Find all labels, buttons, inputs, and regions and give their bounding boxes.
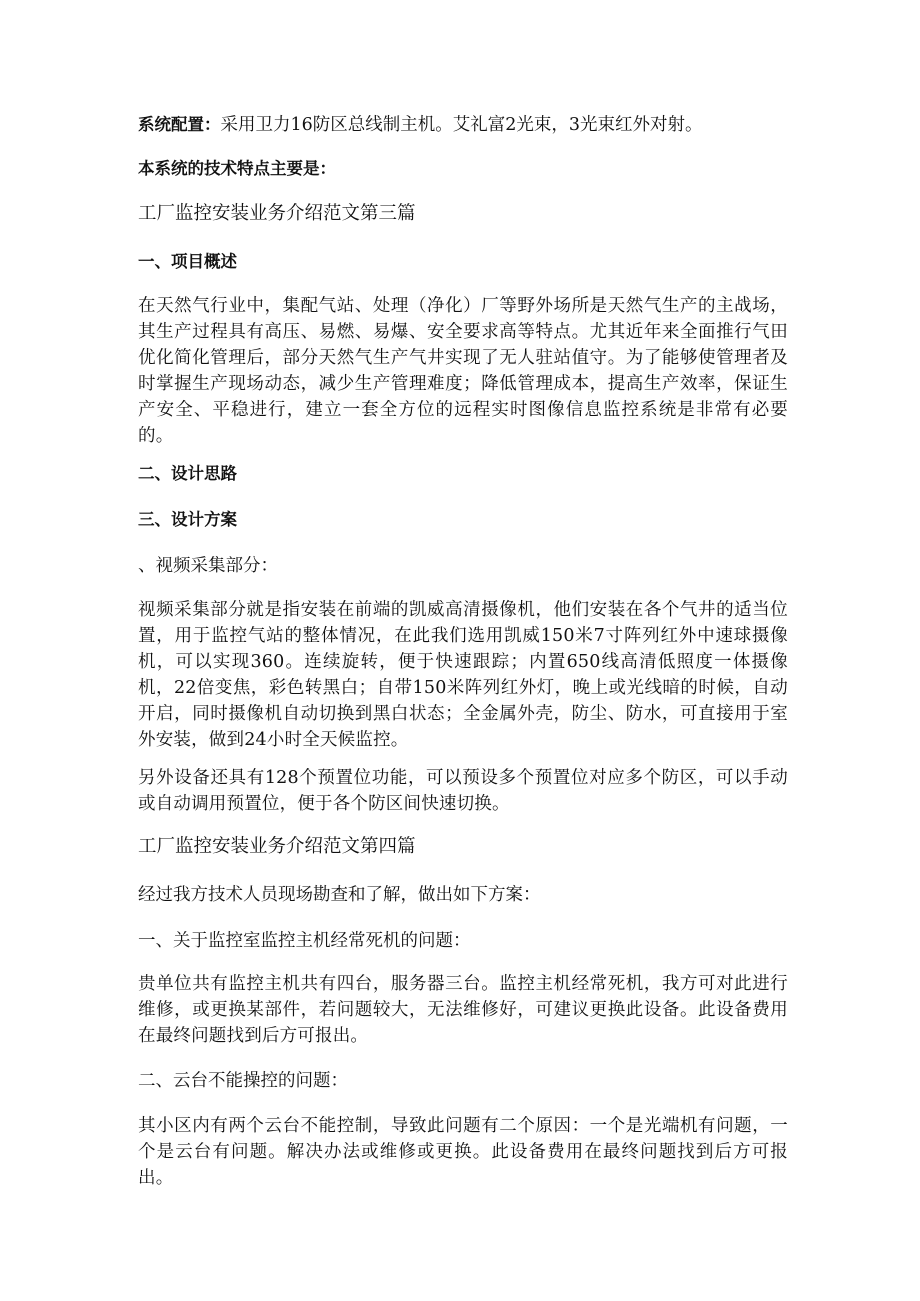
survey-line: 经过我方技术人员现场勘查和了解，做出如下方案： [138, 885, 541, 905]
issue1-heading: 一、关于监控室监控主机经常死机的问题： [138, 931, 471, 951]
preset-paragraph: 另外设备还具有128个预置位功能，可以预设多个预置位对应多个防区，可以手动或自动调用预置位，便于各个防区间快速切换。 [138, 768, 788, 814]
heading-design-idea: 二、设计思路 [138, 464, 237, 483]
video-capture-paragraph: 视频采集部分就是指安装在前端的凯威高清摄像机，他们安装在各个气井的适当位置，用于监控气站的整体情况，在此我们选用凯威150米7寸阵列红外中速球摄像机，可以实现360。连续旋转，便于快速跟踪；内置650线高清低照度一体摄像机，22倍变焦，彩色转黑白；自带150米阵列红外灯，晚上或光线暗的时候，自动开启，同时摄像机自动切换到黑白状态；全金属外壳，防尘、防水，可直接用于室外安装，做到24小时全天候监控。 [138, 600, 788, 750]
overview-paragraph: 在天然气行业中，集配气站、处理（净化）厂等野外场所是天然气生产的主战场，其生产过程具有高压、易燃、易爆、安全要求高等特点。尤其近年来全面推行气田优化简化管理后，部分天然气生产气井实现了无人驻站值守。为了能够使管理者及时掌握生产现场动态，减少生产管理难度；降低管理成本，提高生产效率，保证生产安全、平稳进行，建立一套全方位的远程实时图像信息监控系统是非常有必要的。 [138, 296, 788, 446]
video-capture-label: 、视频采集部分： [138, 556, 278, 576]
system-config-line [138, 112, 788, 138]
system-config-label: 系统配置： [138, 115, 221, 134]
tech-features-heading: 本系统的技术特点主要是： [138, 159, 336, 178]
issue1-paragraph: 贵单位共有监控主机共有四台，服务器三台。监控主机经常死机，我方可对此进行维修，或更换某部件，若问题较大，无法维修好，可建议更换此设备。此设备费用在最终问题找到后方可报出。 [138, 974, 788, 1046]
issue2-paragraph: 其小区内有两个云台不能控制，导致此问题有二个原因：一个是光端机有问题，一个是云台有问题。解决办法或维修或更换。此设备费用在最终问题找到后方可报出。 [138, 1116, 788, 1188]
section3-title: 工厂监控安装业务介绍范文第三篇 [138, 203, 416, 224]
issue2-heading: 二、云台不能操控的问题： [138, 1071, 348, 1091]
heading-design-plan: 三、设计方案 [138, 510, 237, 529]
section4-title: 工厂监控安装业务介绍范文第四篇 [138, 836, 416, 857]
heading-overview: 一、项目概述 [138, 252, 237, 271]
system-config-text: 采用卫力16防区总线制主机。艾礼富2光束，3光束红外对射。 [220, 115, 703, 135]
